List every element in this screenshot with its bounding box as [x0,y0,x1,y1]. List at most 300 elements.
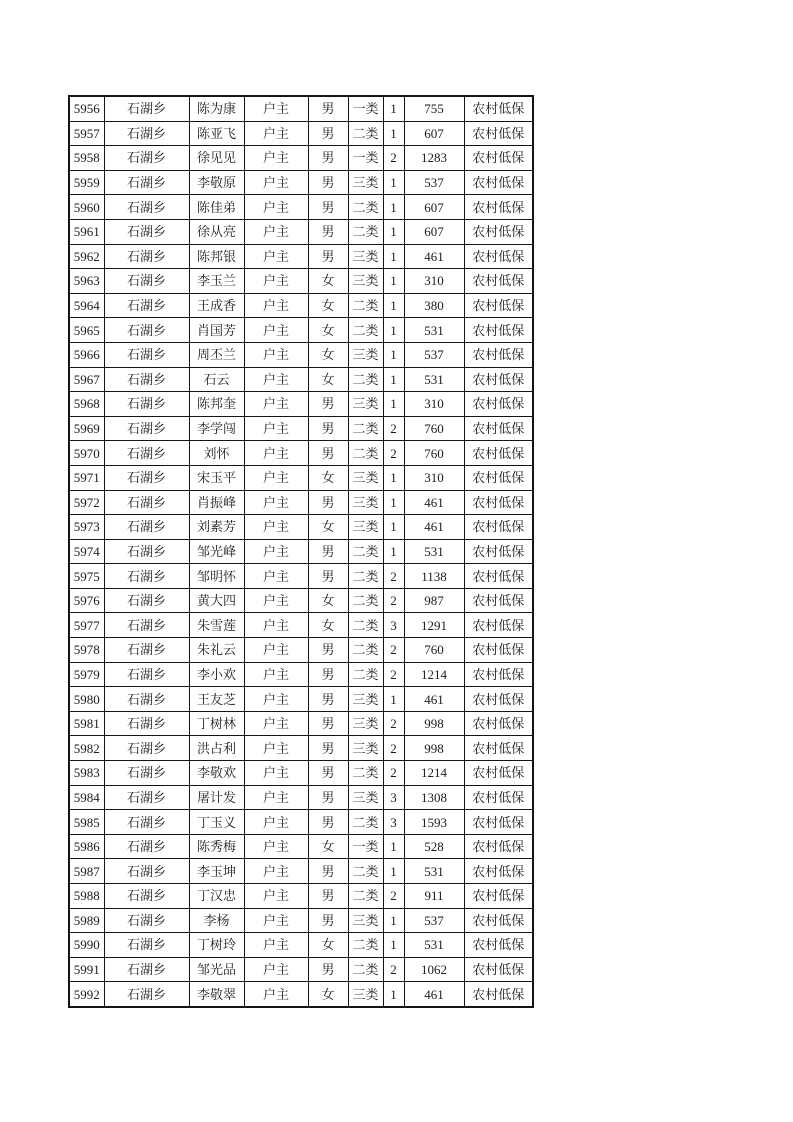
cell-type: 农村低保 [464,982,533,1007]
cell-name: 朱雪莲 [189,613,244,638]
cell-gender: 男 [308,416,348,441]
cell-persons: 1 [383,195,404,220]
cell-category: 二类 [348,810,383,835]
cell-amount: 1214 [404,761,464,786]
table-row [69,613,533,638]
cell-type: 农村低保 [464,834,533,859]
cell-id: 5964 [69,293,104,318]
cell-persons: 1 [383,269,404,294]
cell-persons: 2 [383,441,404,466]
cell-amount: 528 [404,834,464,859]
table-row [69,687,533,712]
cell-id: 5957 [69,121,104,146]
cell-name: 陈为康 [189,96,244,121]
cell-amount: 760 [404,416,464,441]
cell-persons: 2 [383,761,404,786]
cell-persons: 2 [383,957,404,982]
table-row [69,490,533,515]
cell-type: 农村低保 [464,564,533,589]
cell-name: 王成香 [189,293,244,318]
cell-id: 5980 [69,687,104,712]
cell-category: 三类 [348,269,383,294]
cell-persons: 1 [383,121,404,146]
cell-amount: 998 [404,736,464,761]
cell-type: 农村低保 [464,539,533,564]
table-row [69,662,533,687]
cell-persons: 1 [383,293,404,318]
cell-relation: 户主 [244,465,308,490]
cell-category: 二类 [348,293,383,318]
cell-relation: 户主 [244,662,308,687]
cell-township: 石湖乡 [104,219,189,244]
cell-relation: 户主 [244,638,308,663]
cell-gender: 女 [308,515,348,540]
cell-name: 李敬翠 [189,982,244,1007]
cell-category: 三类 [348,244,383,269]
cell-township: 石湖乡 [104,269,189,294]
cell-category: 二类 [348,638,383,663]
cell-category: 二类 [348,416,383,441]
table-row [69,219,533,244]
table-row [69,933,533,958]
cell-amount: 755 [404,96,464,121]
cell-relation: 户主 [244,416,308,441]
cell-amount: 461 [404,244,464,269]
cell-name: 陈亚飞 [189,121,244,146]
cell-gender: 男 [308,687,348,712]
cell-category: 三类 [348,170,383,195]
welfare-register-table [68,95,534,1008]
cell-persons: 1 [383,933,404,958]
cell-id: 5960 [69,195,104,220]
cell-amount: 380 [404,293,464,318]
table-row [69,342,533,367]
cell-type: 农村低保 [464,933,533,958]
cell-relation: 户主 [244,146,308,171]
cell-id: 5962 [69,244,104,269]
cell-amount: 310 [404,465,464,490]
cell-township: 石湖乡 [104,539,189,564]
cell-relation: 户主 [244,613,308,638]
cell-persons: 1 [383,367,404,392]
cell-township: 石湖乡 [104,146,189,171]
cell-name: 李小欢 [189,662,244,687]
cell-name: 王友芝 [189,687,244,712]
cell-township: 石湖乡 [104,810,189,835]
cell-gender: 女 [308,367,348,392]
cell-persons: 2 [383,416,404,441]
cell-name: 徐从亮 [189,219,244,244]
cell-category: 二类 [348,761,383,786]
cell-name: 陈佳弟 [189,195,244,220]
cell-gender: 男 [308,441,348,466]
cell-name: 陈邦银 [189,244,244,269]
cell-persons: 1 [383,219,404,244]
cell-amount: 987 [404,588,464,613]
cell-amount: 531 [404,859,464,884]
cell-name: 肖国芳 [189,318,244,343]
cell-amount: 310 [404,269,464,294]
cell-relation: 户主 [244,834,308,859]
cell-type: 农村低保 [464,711,533,736]
cell-township: 石湖乡 [104,121,189,146]
cell-category: 二类 [348,662,383,687]
cell-persons: 1 [383,490,404,515]
cell-persons: 2 [383,146,404,171]
cell-relation: 户主 [244,96,308,121]
cell-amount: 607 [404,195,464,220]
cell-amount: 1283 [404,146,464,171]
cell-relation: 户主 [244,244,308,269]
cell-category: 二类 [348,613,383,638]
cell-persons: 1 [383,244,404,269]
cell-type: 农村低保 [464,269,533,294]
cell-amount: 1062 [404,957,464,982]
cell-gender: 男 [308,219,348,244]
cell-township: 石湖乡 [104,342,189,367]
cell-name: 丁汉忠 [189,884,244,909]
cell-amount: 1214 [404,662,464,687]
cell-gender: 男 [308,908,348,933]
cell-persons: 1 [383,859,404,884]
cell-type: 农村低保 [464,662,533,687]
cell-id: 5979 [69,662,104,687]
cell-amount: 461 [404,687,464,712]
cell-category: 二类 [348,318,383,343]
cell-persons: 2 [383,564,404,589]
cell-type: 农村低保 [464,957,533,982]
cell-persons: 2 [383,588,404,613]
cell-category: 二类 [348,588,383,613]
table-row [69,588,533,613]
cell-relation: 户主 [244,392,308,417]
cell-amount: 537 [404,908,464,933]
cell-township: 石湖乡 [104,515,189,540]
cell-type: 农村低保 [464,884,533,909]
table-row [69,736,533,761]
cell-persons: 1 [383,96,404,121]
table-row [69,638,533,663]
table-row [69,269,533,294]
cell-id: 5991 [69,957,104,982]
cell-amount: 537 [404,170,464,195]
cell-type: 农村低保 [464,687,533,712]
cell-relation: 户主 [244,121,308,146]
cell-gender: 男 [308,761,348,786]
cell-category: 二类 [348,957,383,982]
cell-relation: 户主 [244,515,308,540]
cell-id: 5976 [69,588,104,613]
cell-township: 石湖乡 [104,244,189,269]
cell-category: 三类 [348,342,383,367]
cell-type: 农村低保 [464,785,533,810]
cell-gender: 男 [308,244,348,269]
cell-relation: 户主 [244,318,308,343]
cell-name: 邹光品 [189,957,244,982]
table-row [69,834,533,859]
cell-persons: 3 [383,810,404,835]
table-row [69,146,533,171]
cell-township: 石湖乡 [104,834,189,859]
cell-amount: 607 [404,121,464,146]
table-row [69,195,533,220]
cell-type: 农村低保 [464,490,533,515]
cell-persons: 3 [383,785,404,810]
cell-name: 朱礼云 [189,638,244,663]
cell-relation: 户主 [244,195,308,220]
cell-id: 5985 [69,810,104,835]
cell-persons: 1 [383,170,404,195]
cell-township: 石湖乡 [104,662,189,687]
cell-type: 农村低保 [464,441,533,466]
cell-amount: 531 [404,318,464,343]
cell-name: 丁树林 [189,711,244,736]
cell-township: 石湖乡 [104,318,189,343]
cell-amount: 607 [404,219,464,244]
cell-relation: 户主 [244,957,308,982]
cell-township: 石湖乡 [104,588,189,613]
cell-id: 5977 [69,613,104,638]
cell-amount: 760 [404,441,464,466]
table-row [69,367,533,392]
cell-relation: 户主 [244,269,308,294]
cell-name: 李学闯 [189,416,244,441]
cell-amount: 461 [404,982,464,1007]
cell-persons: 1 [383,834,404,859]
cell-gender: 女 [308,982,348,1007]
cell-amount: 537 [404,342,464,367]
cell-gender: 女 [308,933,348,958]
cell-relation: 户主 [244,588,308,613]
cell-township: 石湖乡 [104,96,189,121]
cell-name: 徐见见 [189,146,244,171]
table-row [69,761,533,786]
cell-category: 三类 [348,687,383,712]
cell-relation: 户主 [244,367,308,392]
cell-amount: 1308 [404,785,464,810]
cell-persons: 2 [383,662,404,687]
cell-persons: 1 [383,342,404,367]
cell-gender: 男 [308,392,348,417]
cell-gender: 男 [308,859,348,884]
cell-id: 5966 [69,342,104,367]
cell-category: 二类 [348,884,383,909]
cell-relation: 户主 [244,982,308,1007]
cell-gender: 男 [308,884,348,909]
table-body [69,96,533,1007]
cell-id: 5974 [69,539,104,564]
cell-gender: 女 [308,613,348,638]
cell-gender: 男 [308,957,348,982]
cell-name: 邹光峰 [189,539,244,564]
cell-gender: 男 [308,170,348,195]
cell-id: 5984 [69,785,104,810]
cell-name: 李杨 [189,908,244,933]
cell-amount: 998 [404,711,464,736]
cell-name: 丁树玲 [189,933,244,958]
cell-persons: 1 [383,908,404,933]
cell-id: 5967 [69,367,104,392]
cell-relation: 户主 [244,539,308,564]
cell-relation: 户主 [244,293,308,318]
table-row [69,711,533,736]
cell-amount: 531 [404,367,464,392]
cell-amount: 1593 [404,810,464,835]
cell-relation: 户主 [244,761,308,786]
cell-township: 石湖乡 [104,293,189,318]
cell-id: 5981 [69,711,104,736]
cell-category: 二类 [348,539,383,564]
cell-type: 农村低保 [464,416,533,441]
table-row [69,564,533,589]
cell-category: 一类 [348,96,383,121]
cell-township: 石湖乡 [104,367,189,392]
cell-category: 三类 [348,736,383,761]
cell-township: 石湖乡 [104,687,189,712]
cell-type: 农村低保 [464,638,533,663]
cell-id: 5956 [69,96,104,121]
cell-type: 农村低保 [464,318,533,343]
cell-name: 宋玉平 [189,465,244,490]
cell-relation: 户主 [244,785,308,810]
cell-gender: 男 [308,121,348,146]
table-row [69,441,533,466]
cell-township: 石湖乡 [104,933,189,958]
cell-township: 石湖乡 [104,613,189,638]
table-row [69,515,533,540]
cell-persons: 1 [383,318,404,343]
cell-relation: 户主 [244,441,308,466]
cell-township: 石湖乡 [104,859,189,884]
cell-relation: 户主 [244,933,308,958]
cell-relation: 户主 [244,859,308,884]
table-row [69,810,533,835]
cell-id: 5983 [69,761,104,786]
cell-id: 5987 [69,859,104,884]
cell-township: 石湖乡 [104,761,189,786]
table-row [69,121,533,146]
cell-relation: 户主 [244,884,308,909]
cell-type: 农村低保 [464,121,533,146]
table-row [69,170,533,195]
cell-relation: 户主 [244,736,308,761]
cell-gender: 男 [308,96,348,121]
cell-name: 丁玉义 [189,810,244,835]
cell-township: 石湖乡 [104,908,189,933]
cell-id: 5958 [69,146,104,171]
cell-id: 5989 [69,908,104,933]
cell-amount: 1138 [404,564,464,589]
cell-name: 李玉兰 [189,269,244,294]
table-row [69,96,533,121]
cell-gender: 男 [308,564,348,589]
table-row [69,884,533,909]
cell-type: 农村低保 [464,146,533,171]
cell-relation: 户主 [244,342,308,367]
cell-relation: 户主 [244,908,308,933]
cell-name: 黄大四 [189,588,244,613]
cell-id: 5990 [69,933,104,958]
cell-category: 一类 [348,834,383,859]
cell-type: 农村低保 [464,810,533,835]
cell-category: 三类 [348,785,383,810]
table-row [69,392,533,417]
cell-relation: 户主 [244,711,308,736]
cell-amount: 531 [404,539,464,564]
cell-name: 邹明怀 [189,564,244,589]
cell-name: 陈邦奎 [189,392,244,417]
cell-id: 5988 [69,884,104,909]
cell-type: 农村低保 [464,588,533,613]
cell-gender: 女 [308,342,348,367]
cell-relation: 户主 [244,810,308,835]
cell-category: 一类 [348,146,383,171]
cell-type: 农村低保 [464,761,533,786]
cell-id: 5978 [69,638,104,663]
cell-township: 石湖乡 [104,982,189,1007]
cell-name: 周丕兰 [189,342,244,367]
cell-gender: 女 [308,318,348,343]
cell-persons: 1 [383,465,404,490]
cell-type: 农村低保 [464,515,533,540]
cell-category: 三类 [348,711,383,736]
cell-township: 石湖乡 [104,465,189,490]
cell-category: 二类 [348,219,383,244]
cell-gender: 女 [308,293,348,318]
cell-amount: 911 [404,884,464,909]
cell-type: 农村低保 [464,96,533,121]
cell-persons: 1 [383,515,404,540]
cell-gender: 女 [308,588,348,613]
cell-gender: 男 [308,638,348,663]
cell-township: 石湖乡 [104,416,189,441]
table-row [69,957,533,982]
cell-township: 石湖乡 [104,957,189,982]
cell-id: 5972 [69,490,104,515]
cell-name: 屠计发 [189,785,244,810]
cell-gender: 男 [308,195,348,220]
cell-township: 石湖乡 [104,441,189,466]
cell-name: 洪占利 [189,736,244,761]
cell-township: 石湖乡 [104,638,189,663]
cell-amount: 461 [404,490,464,515]
cell-id: 5961 [69,219,104,244]
cell-name: 李玉坤 [189,859,244,884]
cell-persons: 1 [383,539,404,564]
cell-id: 5992 [69,982,104,1007]
table-row [69,293,533,318]
cell-amount: 461 [404,515,464,540]
cell-name: 肖振峰 [189,490,244,515]
cell-id: 5970 [69,441,104,466]
cell-type: 农村低保 [464,392,533,417]
cell-type: 农村低保 [464,219,533,244]
cell-relation: 户主 [244,490,308,515]
cell-amount: 1291 [404,613,464,638]
table-row [69,465,533,490]
cell-township: 石湖乡 [104,170,189,195]
cell-township: 石湖乡 [104,884,189,909]
cell-gender: 男 [308,662,348,687]
cell-gender: 男 [308,736,348,761]
cell-persons: 1 [383,392,404,417]
cell-township: 石湖乡 [104,490,189,515]
table-row [69,982,533,1007]
cell-amount: 310 [404,392,464,417]
cell-persons: 2 [383,884,404,909]
cell-gender: 女 [308,465,348,490]
cell-name: 刘怀 [189,441,244,466]
